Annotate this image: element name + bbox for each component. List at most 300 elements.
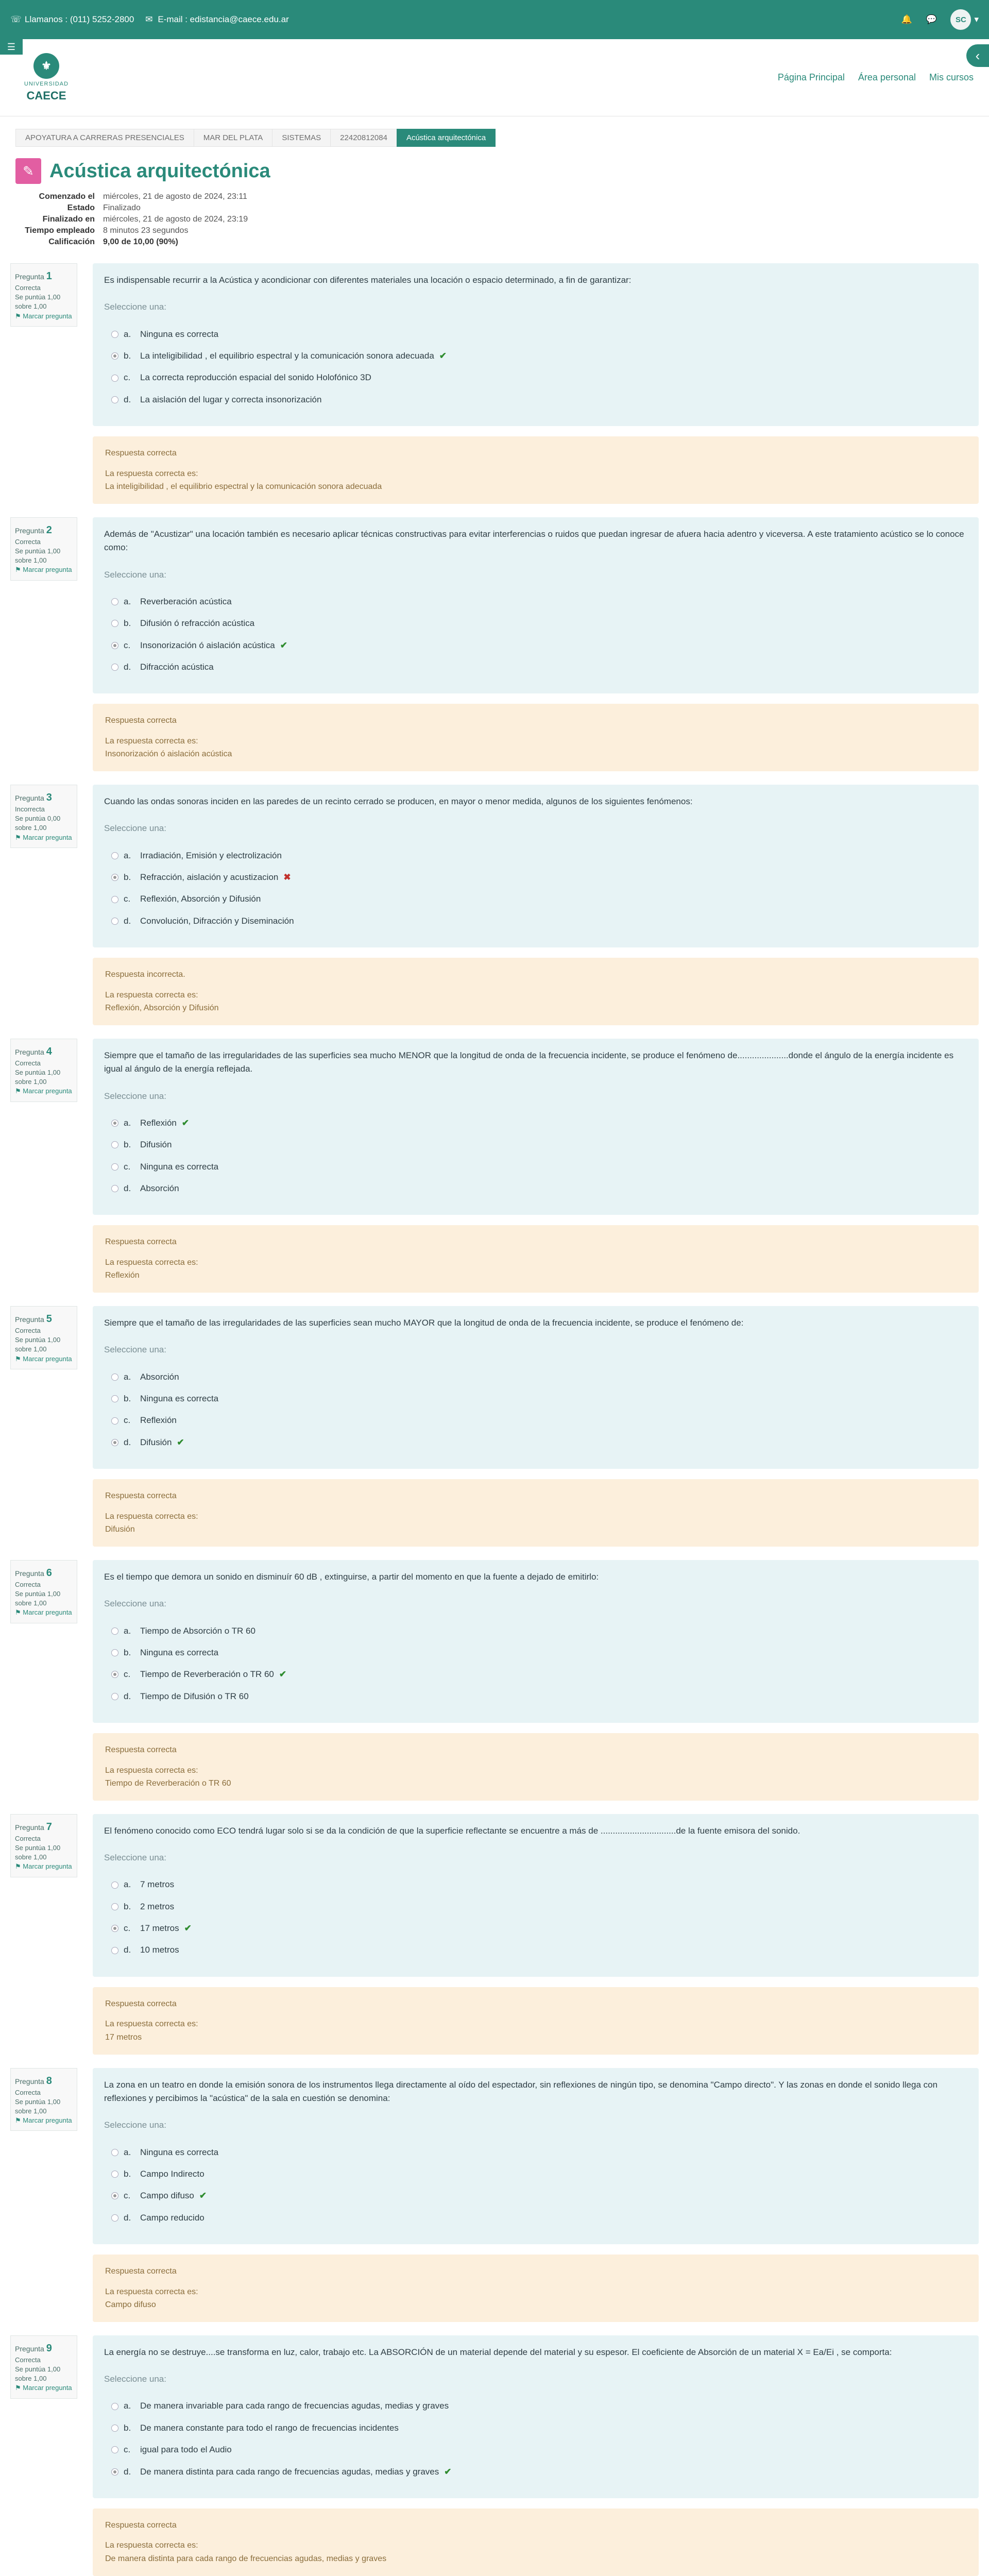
breadcrumb-item[interactable]: 22420812084 — [330, 129, 397, 147]
answer-option[interactable] — [104, 345, 967, 367]
option-radio[interactable] — [111, 874, 118, 881]
option-letter: c. — [124, 1669, 131, 1680]
answer-options — [104, 324, 967, 411]
main-nav — [778, 72, 974, 83]
flag-question-link[interactable] — [15, 833, 73, 842]
breadcrumb-item[interactable]: APOYATURA A CARRERAS PRESENCIALES — [15, 129, 194, 147]
option-radio[interactable] — [111, 1925, 118, 1932]
option-letter: a. — [124, 1625, 131, 1636]
option-radio[interactable] — [111, 396, 118, 403]
flag-question-link[interactable] — [15, 312, 73, 321]
option-letter: b. — [124, 351, 131, 361]
question-body — [93, 2068, 979, 2322]
question-info — [10, 785, 77, 848]
flag-question-link[interactable] — [15, 2116, 73, 2125]
question-body — [93, 1039, 979, 1293]
option-text: Tiempo de Absorción o TR 60 — [140, 1625, 255, 1636]
answer-option[interactable] — [104, 1156, 967, 1178]
check-icon: ✔ — [181, 1117, 190, 1128]
option-letter: c. — [124, 1415, 131, 1426]
quiz-icon: ✎ — [15, 158, 41, 184]
option-radio[interactable] — [111, 1374, 118, 1381]
question-feedback — [93, 2509, 979, 2576]
avatar[interactable]: SC — [950, 9, 971, 30]
question-number-value: 5 — [46, 1313, 52, 1325]
check-icon: ✔ — [279, 1669, 287, 1680]
site-header — [0, 39, 989, 116]
option-radio[interactable] — [111, 2468, 118, 2476]
option-text: 17 metros — [140, 1923, 179, 1934]
breadcrumb-item[interactable]: SISTEMAS — [272, 129, 331, 147]
option-letter: a. — [124, 2147, 131, 2157]
answer-options — [104, 1112, 967, 1199]
nav-home-link[interactable]: Página Principal — [777, 72, 845, 82]
option-text: Ninguna es correcta — [140, 1647, 219, 1657]
answer-option[interactable] — [104, 910, 967, 932]
answer-options — [104, 591, 967, 678]
option-letter: c. — [124, 1923, 131, 1934]
answer-option[interactable] — [104, 1134, 967, 1156]
option-letter: b. — [124, 1647, 131, 1657]
option-text: De manera distinta para cada rango de frecuencias agudas, medias y graves — [140, 2466, 439, 2477]
question-content — [93, 1306, 979, 1469]
option-radio[interactable] — [111, 918, 118, 925]
answer-option[interactable] — [104, 389, 967, 411]
flag-icon: ⚑ — [15, 566, 23, 574]
feedback-answer: Reflexión — [105, 1271, 140, 1280]
option-radio[interactable] — [111, 331, 118, 338]
option-letter: d. — [124, 1183, 131, 1193]
question-score: Se puntúa 1,00 sobre 1,00 — [15, 547, 61, 565]
question-text: Siempre que el tamaño de las irregularidades de las superficies sean mucho MAYOR que la longitud de onda de la frecuencia incidente, se produce el fenómeno de: — [104, 1318, 744, 1328]
flag-question-link[interactable] — [15, 565, 73, 574]
question-feedback — [93, 2255, 979, 2322]
summary-value: miércoles, 21 de agosto de 2024, 23:11 — [103, 192, 247, 201]
option-text: Irradiación, Emisión y electrolización — [140, 850, 282, 860]
answer-option[interactable] — [104, 656, 967, 678]
answer-options — [104, 1366, 967, 1453]
answer-option[interactable] — [104, 1410, 967, 1431]
feedback-state: Respuesta correcta — [105, 1238, 177, 1247]
option-letter: d. — [124, 1691, 131, 1701]
question-number-value: 4 — [46, 1045, 52, 1057]
question-number-value: 8 — [46, 2075, 52, 2087]
flag-question-link[interactable] — [15, 2383, 73, 2393]
feedback-label: La respuesta correcta es: — [105, 2287, 198, 2296]
flag-label[interactable]: Marcar pregunta — [23, 833, 72, 841]
feedback-state: Respuesta correcta — [105, 716, 177, 725]
answer-option[interactable] — [104, 1432, 967, 1453]
messages-chat-icon[interactable]: 💬 — [926, 14, 937, 24]
answer-option[interactable] — [104, 2207, 967, 2229]
option-text: La inteligibilidad , el equilibrio espectral y la comunicación sonora adecuada — [140, 351, 434, 361]
answer-option[interactable] — [104, 613, 967, 634]
question-prompt: Seleccione una: — [104, 1345, 166, 1355]
question-block — [0, 1560, 989, 1801]
attempt-summary — [0, 191, 989, 263]
question-state: Correcta — [15, 1834, 41, 1842]
option-text: 7 metros — [140, 1879, 175, 1890]
flag-question-link[interactable] — [15, 1354, 73, 1364]
question-info — [10, 1560, 77, 1623]
question-text: La energía no se destruye....se transforma en luz, calor, trabajo etc. La ABSORCIÓN de un material depende del material y su espesor. El coeficiente de Absorción de un material X = Ea/Ei , se comporta: — [104, 2347, 892, 2357]
phone-text: Llamanos : (011) 5252-2800 — [25, 14, 134, 24]
flag-icon: ⚑ — [15, 833, 23, 841]
option-letter: c. — [124, 894, 131, 904]
option-letter: d. — [124, 1945, 131, 1955]
feedback-label: La respuesta correcta es: — [105, 736, 198, 745]
user-menu[interactable] — [950, 9, 979, 30]
question-feedback — [93, 1733, 979, 1801]
summary-label: Calificación — [48, 238, 95, 246]
option-radio[interactable] — [111, 2171, 118, 2178]
question-state: Correcta — [15, 537, 41, 546]
option-radio[interactable] — [111, 1141, 118, 1148]
flag-label[interactable]: Marcar pregunta — [23, 2116, 72, 2125]
nav-my-courses-link[interactable]: Mis cursos — [929, 72, 974, 82]
feedback-state: Respuesta correcta — [105, 449, 177, 458]
answer-options — [104, 845, 967, 932]
question-content — [93, 1560, 979, 1723]
question-number: Pregunta 7 — [15, 1821, 52, 1833]
question-body — [93, 1306, 979, 1547]
option-radio[interactable] — [111, 1120, 118, 1127]
check-icon: ✔ — [444, 2466, 452, 2477]
question-prompt: Seleccione una: — [104, 1599, 166, 1609]
question-score: Se puntúa 1,00 sobre 1,00 — [15, 2097, 61, 2115]
option-radio[interactable] — [111, 642, 118, 649]
option-radio[interactable] — [111, 2446, 118, 2453]
option-text: De manera constante para todo el rango de frecuencias incidentes — [140, 2422, 399, 2433]
answer-option[interactable] — [104, 1642, 967, 1664]
answer-option[interactable] — [104, 367, 967, 388]
option-text: Difusión ó refracción acústica — [140, 618, 255, 629]
feedback-label: La respuesta correcta es: — [105, 2541, 198, 2550]
option-radio[interactable] — [111, 896, 118, 903]
feedback-label: La respuesta correcta es: — [105, 1766, 198, 1775]
feedback-state: Respuesta correcta — [105, 2520, 177, 2530]
option-radio[interactable] — [111, 664, 118, 671]
option-radio[interactable] — [111, 1693, 118, 1700]
question-body — [93, 1814, 979, 2055]
question-content — [93, 517, 979, 693]
flag-question-link[interactable] — [15, 1862, 73, 1871]
summary-label: Finalizado en — [42, 215, 95, 224]
option-letter: a. — [124, 1879, 131, 1890]
feedback-label: La respuesta correcta es: — [105, 2020, 198, 2029]
feedback-state: Respuesta correcta — [105, 1745, 177, 1754]
question-state: Correcta — [15, 1059, 41, 1067]
option-text: 2 metros — [140, 1901, 175, 1911]
question-feedback — [93, 1225, 979, 1293]
answer-option[interactable] — [104, 2395, 967, 2417]
option-radio[interactable] — [111, 1903, 118, 1910]
question-content — [93, 263, 979, 426]
question-content — [93, 2068, 979, 2244]
option-radio[interactable] — [111, 352, 118, 360]
summary-value: 9,00 de 10,00 (90%) — [103, 238, 178, 246]
option-radio[interactable] — [111, 620, 118, 627]
answer-options — [104, 1874, 967, 1961]
option-text: Campo reducido — [140, 2212, 204, 2223]
option-radio[interactable] — [111, 1671, 118, 1678]
question-prompt: Seleccione una: — [104, 1091, 166, 1101]
question-prompt: Seleccione una: — [104, 302, 166, 312]
option-letter: c. — [124, 2445, 131, 2455]
feedback-answer: La inteligibilidad , el equilibrio espectral y la comunicación sonora adecuada — [105, 482, 382, 492]
feedback-state: Respuesta correcta — [105, 1492, 177, 1501]
feedback-answer: Campo difuso — [105, 2300, 156, 2310]
answer-options — [104, 2142, 967, 2229]
question-text: Además de "Acustizar" una locación también es necesario aplicar técnicas constructivas para evitar interferencias o ruidos que puedan ingresar de afuera hacia adentro y viceversa. A este tratamiento acústico se lo conoce como: — [104, 529, 964, 553]
question-number: Pregunta 5 — [15, 1313, 52, 1325]
answer-options — [104, 2395, 967, 2482]
question-block — [0, 1814, 989, 2055]
answer-option[interactable] — [104, 2185, 967, 2207]
summary-row — [15, 202, 248, 214]
flag-label[interactable]: Marcar pregunta — [23, 566, 72, 574]
feedback-label: La respuesta correcta es: — [105, 990, 198, 999]
question-number-value: 2 — [46, 524, 52, 536]
question-feedback — [93, 436, 979, 504]
option-radio[interactable] — [111, 852, 118, 859]
question-state: Correcta — [15, 1580, 41, 1588]
answer-option[interactable] — [104, 2439, 967, 2461]
option-radio[interactable] — [111, 1395, 118, 1402]
envelope-icon: ✉ — [145, 14, 153, 24]
option-letter: a. — [124, 850, 131, 860]
option-radio[interactable] — [111, 1185, 118, 1192]
feedback-label: La respuesta correcta es: — [105, 1258, 198, 1267]
option-text: Insonorización ó aislación acústica — [140, 640, 275, 650]
question-prompt: Seleccione una: — [104, 569, 166, 580]
logo-seal-icon: ⚜ — [33, 53, 59, 79]
question-number-value: 9 — [46, 2342, 52, 2354]
answer-option[interactable] — [104, 845, 967, 867]
option-text: Ninguna es correcta — [140, 1161, 219, 1172]
option-letter: d. — [124, 1437, 131, 1447]
option-text: Refracción, aislación y acustizacion — [140, 872, 279, 883]
questions-list — [0, 263, 989, 2576]
question-content — [93, 785, 979, 947]
option-text: Ninguna es correcta — [140, 329, 219, 339]
option-text: Absorción — [140, 1183, 179, 1193]
flag-label[interactable]: Marcar pregunta — [23, 1608, 72, 1617]
flag-icon: ⚑ — [15, 1608, 23, 1617]
answer-option[interactable] — [104, 1366, 967, 1388]
flag-icon: ⚑ — [15, 312, 23, 320]
question-prompt: Seleccione una: — [104, 823, 166, 834]
flag-label[interactable]: Marcar pregunta — [23, 1354, 72, 1363]
email-contact[interactable] — [143, 14, 288, 25]
option-text: Tiempo de Difusión o TR 60 — [140, 1691, 249, 1701]
question-score: Se puntúa 1,00 sobre 1,00 — [15, 1069, 61, 1086]
option-text: La correcta reproducción espacial del sonido Holofónico 3D — [140, 372, 371, 383]
option-letter: d. — [124, 916, 131, 926]
question-number-value: 1 — [46, 270, 52, 282]
answer-option[interactable] — [104, 1664, 967, 1685]
question-text: Es el tiempo que demora un sonido en disminuír 60 dB , extinguirse, a partir del momento en que la fuente a dejado de emitirlo: — [104, 1571, 599, 1582]
option-radio[interactable] — [111, 375, 118, 382]
option-radio[interactable] — [111, 1947, 118, 1954]
phone-icon: ☏ — [10, 14, 22, 24]
option-text: Difracción acústica — [140, 662, 214, 672]
summary-row — [15, 236, 248, 248]
option-radio[interactable] — [111, 2192, 118, 2199]
question-state: Incorrecta — [15, 805, 45, 814]
flag-question-link[interactable] — [15, 1608, 73, 1617]
answer-option[interactable] — [104, 2163, 967, 2185]
hamburger-menu-icon[interactable]: ☰ — [0, 39, 23, 55]
answer-option[interactable] — [104, 888, 967, 910]
flag-icon: ⚑ — [15, 1087, 23, 1095]
breadcrumb-item[interactable]: MAR DEL PLATA — [194, 129, 273, 147]
question-block — [0, 2068, 989, 2322]
question-text: La zona en un teatro en donde la emisión sonora de los instrumentos llega directamente al oído del espectador, sin reflexiones de ningún tipo, se denomina "Campo directo". Y las zonas en donde el sonido llega con reflexiones y percibimos la "acústica" de la sala en cuestión se denomina: — [104, 2079, 938, 2103]
answer-options — [104, 1620, 967, 1707]
answer-option[interactable] — [104, 1896, 967, 1918]
summary-row — [15, 214, 248, 225]
summary-value: Finalizado — [103, 204, 141, 212]
question-state: Correcta — [15, 1327, 41, 1335]
question-number: Pregunta 6 — [15, 1567, 52, 1579]
question-body — [93, 785, 979, 1025]
answer-option[interactable] — [104, 1686, 967, 1707]
answer-option[interactable] — [104, 1874, 967, 1895]
option-radio[interactable] — [111, 1628, 118, 1635]
question-content — [93, 2335, 979, 2498]
option-text: Reflexión — [140, 1117, 177, 1128]
check-icon: ✔ — [280, 640, 288, 650]
flag-label[interactable]: Marcar pregunta — [23, 312, 72, 320]
option-radio[interactable] — [111, 1882, 118, 1889]
answer-option[interactable] — [104, 635, 967, 656]
option-letter: c. — [124, 1161, 131, 1172]
feedback-state: Respuesta correcta — [105, 1999, 177, 2008]
question-feedback — [93, 1479, 979, 1547]
option-text: La aislación del lugar y correcta insonorización — [140, 394, 322, 404]
answer-option[interactable] — [104, 1178, 967, 1199]
question-score: Se puntúa 1,00 sobre 1,00 — [15, 2365, 61, 2383]
question-block — [0, 2335, 989, 2576]
option-letter: a. — [124, 329, 131, 339]
question-number: Pregunta 2 — [15, 524, 52, 536]
option-radio[interactable] — [111, 2149, 118, 2156]
answer-option[interactable] — [104, 1939, 967, 1961]
flag-label[interactable]: Marcar pregunta — [23, 1862, 72, 1871]
option-text: Absorción — [140, 1371, 179, 1382]
answer-option[interactable] — [104, 2417, 967, 2439]
question-score: Se puntúa 1,00 sobre 1,00 — [15, 1843, 61, 1861]
flag-label[interactable]: Marcar pregunta — [23, 2384, 72, 2392]
answer-option[interactable] — [104, 2142, 967, 2163]
option-radio[interactable] — [111, 1417, 118, 1425]
option-letter: b. — [124, 2168, 131, 2179]
option-letter: a. — [124, 2401, 131, 2411]
flag-question-link[interactable] — [15, 1087, 73, 1096]
question-info — [10, 2335, 77, 2399]
option-letter: a. — [124, 596, 131, 606]
answer-option[interactable] — [104, 2461, 967, 2483]
question-body — [93, 263, 979, 504]
option-letter: c. — [124, 2191, 131, 2201]
flag-icon: ⚑ — [15, 2116, 23, 2125]
feedback-answer: Tiempo de Reverberación o TR 60 — [105, 1779, 231, 1788]
answer-option[interactable] — [104, 591, 967, 613]
option-text: Ninguna es correcta — [140, 1394, 219, 1404]
question-text: Siempre que el tamaño de las irregularidades de las superficies sea mucho MENOR que la longitud de onda de la frecuencia incidente, se produce el fenómeno de.....................donde el ángulo de la energía incidente es igual al ángulo de la energía reflejada. — [104, 1050, 954, 1074]
chevron-down-icon[interactable]: ▾ — [974, 14, 979, 24]
feedback-answer: De manera distinta para cada rango de frecuencias agudas, medias y graves — [105, 2554, 387, 2564]
question-number: Pregunta 1 — [15, 270, 52, 282]
page-title-bar — [0, 147, 989, 191]
question-block — [0, 785, 989, 1025]
question-info — [10, 1039, 77, 1102]
feedback-state: Respuesta correcta — [105, 2267, 177, 2276]
summary-label: Comenzado el — [39, 192, 95, 201]
question-block — [0, 1306, 989, 1547]
question-score: Se puntúa 1,00 sobre 1,00 — [15, 1336, 61, 1353]
email-text[interactable]: E-mail : edistancia@caece.edu.ar — [158, 14, 289, 24]
question-body — [93, 1560, 979, 1801]
sidebar-toggle-chevron-left-icon[interactable]: ‹ — [966, 44, 989, 67]
answer-option[interactable] — [104, 324, 967, 345]
answer-option[interactable] — [104, 1620, 967, 1642]
option-radio[interactable] — [111, 2214, 118, 2222]
option-text: De manera invariable para cada rango de frecuencias agudas, medias y graves — [140, 2401, 449, 2411]
feedback-answer: Difusión — [105, 1525, 135, 1534]
option-letter: d. — [124, 2466, 131, 2477]
summary-value: 8 minutos 23 segundos — [103, 226, 189, 235]
answer-option[interactable] — [104, 867, 967, 888]
question-number-value: 7 — [46, 1821, 52, 1833]
summary-table — [15, 191, 248, 248]
feedback-answer: Insonorización ó aislación acústica — [105, 750, 232, 759]
option-text: Campo difuso — [140, 2191, 194, 2201]
question-body — [93, 2335, 979, 2576]
flag-icon: ⚑ — [15, 1354, 23, 1363]
answer-option[interactable] — [104, 1918, 967, 1939]
feedback-label: La respuesta correcta es: — [105, 1512, 198, 1521]
flag-label[interactable]: Marcar pregunta — [23, 1087, 72, 1095]
question-number-value: 3 — [46, 792, 52, 804]
question-text: El fenómeno conocido como ECO tendrá lugar solo si se da la condición de que la superficie reflectante se encuentre a más de ...............................de la fuente emisora del sonido. — [104, 1825, 800, 1836]
feedback-answer: Reflexión, Absorción y Difusión — [105, 1004, 219, 1013]
top-bar — [0, 0, 989, 39]
option-radio[interactable] — [111, 2425, 118, 2432]
option-radio[interactable] — [111, 1163, 118, 1171]
caece-logo[interactable] — [15, 53, 77, 103]
question-info — [10, 1814, 77, 1877]
breadcrumb-item-current[interactable]: Acústica arquitectónica — [397, 129, 496, 147]
option-radio[interactable] — [111, 2403, 118, 2410]
summary-label: Estado — [67, 204, 95, 212]
notifications-bell-icon[interactable]: 🔔 — [901, 14, 913, 24]
question-prompt: Seleccione una: — [104, 1853, 166, 1863]
option-text: Reflexión, Absorción y Difusión — [140, 894, 261, 904]
answer-option[interactable] — [104, 1112, 967, 1134]
question-number: Pregunta 9 — [15, 2342, 52, 2354]
option-letter: d. — [124, 394, 131, 404]
nav-personal-area-link[interactable]: Área personal — [858, 72, 916, 82]
option-text: Difusión — [140, 1437, 172, 1447]
option-radio[interactable] — [111, 1439, 118, 1446]
option-radio[interactable] — [111, 598, 118, 605]
check-icon: ✔ — [199, 2191, 207, 2201]
breadcrumb — [0, 116, 989, 147]
answer-option[interactable] — [104, 1388, 967, 1410]
option-radio[interactable] — [111, 1649, 118, 1656]
